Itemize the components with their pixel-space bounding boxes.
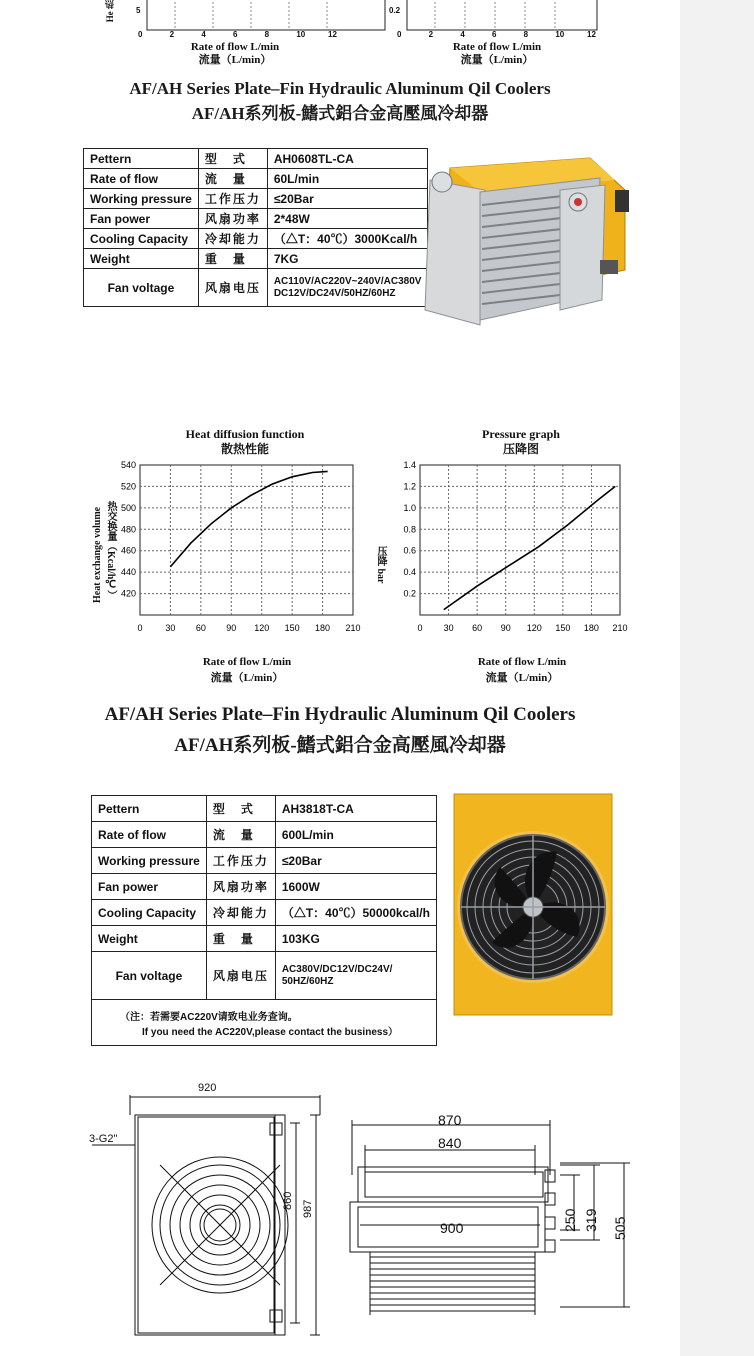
x-tick-label: 4	[201, 30, 206, 39]
x-tick-label: 4	[460, 30, 465, 39]
dim-3g2: 3-G2"	[89, 1133, 118, 1145]
spec-value: （△T：40℃）3000Kcal/h	[267, 229, 428, 249]
spec-label-en: Fan power	[84, 209, 199, 229]
product-photo-cooler-small	[420, 150, 630, 335]
x-tick-label: 30	[165, 623, 176, 633]
x-tick-label: 12	[328, 30, 337, 39]
fan-voltage-line1: AC380V/DC12V/DC24V/	[281, 963, 393, 975]
x-tick-label: 60	[472, 623, 483, 633]
spec-row	[84, 189, 428, 209]
spec-label-cn: 冷却能力	[198, 229, 267, 249]
spec-label-en: Fan power	[92, 874, 207, 900]
spec-value: 103KG	[275, 926, 436, 952]
heat-chart-xlabel-en: Rate of flow L/min	[202, 656, 292, 668]
dim-860: 860	[282, 1191, 294, 1210]
spec-value-fan-voltage	[267, 269, 428, 307]
x-tick-label: 0	[138, 30, 143, 39]
section1-title-en: AF/AH Series Plate–Fin Hydraulic Aluminum Qil Coolers	[129, 79, 551, 98]
heat-chart-ylabel-en: Heat exchange volume	[92, 506, 103, 604]
spec-label-en: Pettern	[84, 149, 199, 169]
spec-value-fan-voltage	[275, 952, 436, 1000]
section1-title-cn: AF/AH系列板-鰭式鋁合金高壓風冷却器	[191, 104, 489, 123]
series-line	[170, 471, 327, 566]
spec-row	[84, 249, 428, 269]
spec-label-en: Working pressure	[84, 189, 199, 209]
note-en: If you need the AC220V,please contact the business）	[142, 1026, 399, 1038]
x-tick-label: 2	[428, 30, 434, 39]
spec-value: AH0608TL-CA	[267, 149, 428, 169]
spec-label-cn: 型 式	[206, 796, 275, 822]
top-left-xlabel-en: Rate of flow L/min	[190, 41, 280, 53]
spec-row	[84, 149, 428, 169]
dim-250: 250	[562, 1208, 578, 1232]
x-tick-label: 120	[254, 623, 270, 633]
pressure-chart-ylabel: 压降 bar	[375, 546, 386, 584]
spec-value: 2*48W	[267, 209, 428, 229]
x-tick-label: 90	[500, 623, 511, 633]
spec-note	[92, 1000, 437, 1046]
spec-label-en: Weight	[92, 926, 207, 952]
plot-frame	[420, 465, 620, 615]
spec-row-fan-voltage	[92, 952, 437, 1000]
x-tick-label: 30	[443, 623, 454, 633]
x-tick-label: 10	[296, 30, 306, 39]
note-cn: （注：若需要AC220V请致电业务查询。	[120, 1011, 298, 1023]
top-left-ylabel-fragment: He 热	[105, 0, 115, 23]
dim-920: 920	[198, 1082, 217, 1094]
technical-drawing	[80, 1075, 640, 1350]
spec-value: ≤20Bar	[267, 189, 428, 209]
y-tick-label: 460	[120, 545, 136, 556]
spec-value: 7KG	[267, 249, 428, 269]
x-tick-label: 210	[345, 623, 361, 633]
y-tick-label: 420	[120, 588, 136, 599]
dim-505: 505	[612, 1216, 628, 1240]
spec-label-cn: 流 量	[198, 169, 267, 189]
top-left-ytick: 5	[136, 6, 141, 15]
y-tick-label: 0.6	[403, 545, 416, 556]
section2-spec-table	[91, 795, 437, 1046]
spec-label-cn: 冷却能力	[206, 900, 275, 926]
top-right-ytick: 0.2	[389, 6, 401, 15]
heat-diffusion-chart	[90, 455, 380, 645]
spec-label-cn: 风扇功率	[198, 209, 267, 229]
spec-label-cn: 风扇电压	[206, 952, 275, 1000]
y-tick-label: 0.4	[403, 567, 416, 578]
spec-row	[92, 848, 437, 874]
spec-value: 60L/min	[267, 169, 428, 189]
spec-label-cn: 重 量	[206, 926, 275, 952]
pressure-graph-chart	[390, 455, 640, 645]
spec-row	[84, 169, 428, 189]
pressure-chart-xlabel-en: Rate of flow L/min	[477, 656, 567, 668]
heat-chart-title-cn: 散热性能	[220, 442, 269, 456]
y-tick-label: 520	[120, 481, 136, 492]
fan-voltage-line2: 50HZ/60HZ	[281, 975, 334, 987]
spec-value: 1600W	[275, 874, 436, 900]
spec-label-cn: 风扇功率	[206, 874, 275, 900]
spec-row-fan-voltage	[84, 269, 428, 307]
pressure-chart-title-en: Pressure graph	[482, 427, 560, 441]
x-tick-label: 120	[526, 623, 542, 633]
x-tick-label: 0	[417, 623, 423, 633]
y-tick-label: 1.0	[403, 502, 416, 513]
spec-label-en: Weight	[84, 249, 199, 269]
x-tick-label: 2	[169, 30, 175, 39]
spec-row	[92, 900, 437, 926]
fan-voltage-line1: AC110V/AC220V~240V/AC380V	[273, 275, 422, 287]
x-tick-label: 12	[587, 30, 596, 39]
page-side-margin	[680, 0, 754, 1356]
x-tick-label: 180	[583, 623, 599, 633]
series-line	[444, 486, 615, 609]
fan-voltage-line2: DC12V/DC24V/50HZ/60HZ	[273, 287, 396, 299]
y-tick-label: 1.4	[403, 460, 416, 470]
spec-value: 600L/min	[275, 822, 436, 848]
spec-label-cn: 重 量	[198, 249, 267, 269]
heat-chart-xlabel-cn: 流量（L/min）	[210, 672, 284, 684]
spec-row	[92, 822, 437, 848]
spec-label-en: Fan voltage	[92, 952, 207, 1000]
spec-label-en: Working pressure	[92, 848, 207, 874]
dim-987: 987	[302, 1199, 314, 1218]
top-right-xlabel-en: Rate of flow L/min	[452, 41, 542, 53]
x-tick-label: 150	[284, 623, 300, 633]
y-tick-label: 0.2	[403, 588, 416, 599]
spec-label-en: Rate of flow	[92, 822, 207, 848]
section2-title-cn: AF/AH系列板-鰭式鋁合金高壓風冷却器	[174, 735, 506, 756]
top-right-xlabel-cn: 流量（L/min）	[460, 54, 534, 66]
pressure-chart-title-cn: 压降图	[502, 442, 539, 456]
x-tick-label: 0	[137, 623, 143, 633]
top-left-xlabel-cn: 流量（L/min）	[198, 54, 272, 66]
spec-note-row	[92, 1000, 437, 1046]
spec-label-en: Pettern	[92, 796, 207, 822]
spec-row	[92, 926, 437, 952]
heat-chart-ylabel-cn: 热交换量（Kcal/h℃）	[105, 500, 116, 601]
spec-label-cn: 流 量	[206, 822, 275, 848]
spec-label-cn: 工作压力	[206, 848, 275, 874]
spec-value: （△T：40℃）50000kcal/h	[275, 900, 436, 926]
section2-title-en: AF/AH Series Plate–Fin Hydraulic Aluminum Qil Coolers	[104, 704, 576, 725]
section1-spec-table	[83, 148, 428, 307]
spec-label-cn: 型 式	[198, 149, 267, 169]
x-tick-label: 90	[226, 623, 237, 633]
y-tick-label: 500	[120, 502, 136, 513]
spec-row	[92, 874, 437, 900]
x-tick-label: 60	[195, 623, 206, 633]
x-tick-label: 0	[397, 30, 402, 39]
y-tick-label: 1.2	[403, 481, 416, 492]
dim-900: 900	[440, 1220, 464, 1236]
spec-label-en: Fan voltage	[84, 269, 199, 307]
x-tick-label: 180	[315, 623, 331, 633]
pressure-chart-xlabel-cn: 流量（L/min）	[485, 672, 559, 684]
x-tick-label: 8	[264, 30, 270, 39]
dim-319: 319	[583, 1208, 599, 1232]
spec-row	[92, 796, 437, 822]
dim-870: 870	[438, 1112, 462, 1128]
spec-label-en: Cooling Capacity	[84, 229, 199, 249]
spec-row	[84, 229, 428, 249]
y-tick-label: 480	[120, 524, 136, 535]
y-tick-label: 440	[120, 567, 136, 578]
y-tick-label: 540	[120, 460, 136, 470]
top-left-chart-frame	[147, 0, 385, 30]
front-view-outline	[135, 1115, 275, 1335]
x-tick-label: 8	[523, 30, 529, 39]
x-tick-label: 150	[555, 623, 571, 633]
spec-row	[84, 209, 428, 229]
x-tick-label: 10	[555, 30, 565, 39]
spec-value: ≤20Bar	[275, 848, 436, 874]
spec-label-cn: 风扇电压	[198, 269, 267, 307]
dim-840: 840	[438, 1135, 462, 1151]
x-tick-label: 210	[612, 623, 628, 633]
heat-chart-title-en: Heat diffusion function	[185, 427, 305, 441]
y-tick-label: 0.8	[403, 524, 416, 535]
x-tick-label: 6	[233, 30, 238, 39]
spec-label-cn: 工作压力	[198, 189, 267, 209]
spec-label-en: Rate of flow	[84, 169, 199, 189]
spec-value: AH3818T-CA	[275, 796, 436, 822]
plot-frame	[140, 465, 353, 615]
x-tick-label: 6	[492, 30, 497, 39]
product-photo-fan-cooler	[452, 792, 614, 1017]
spec-label-en: Cooling Capacity	[92, 900, 207, 926]
